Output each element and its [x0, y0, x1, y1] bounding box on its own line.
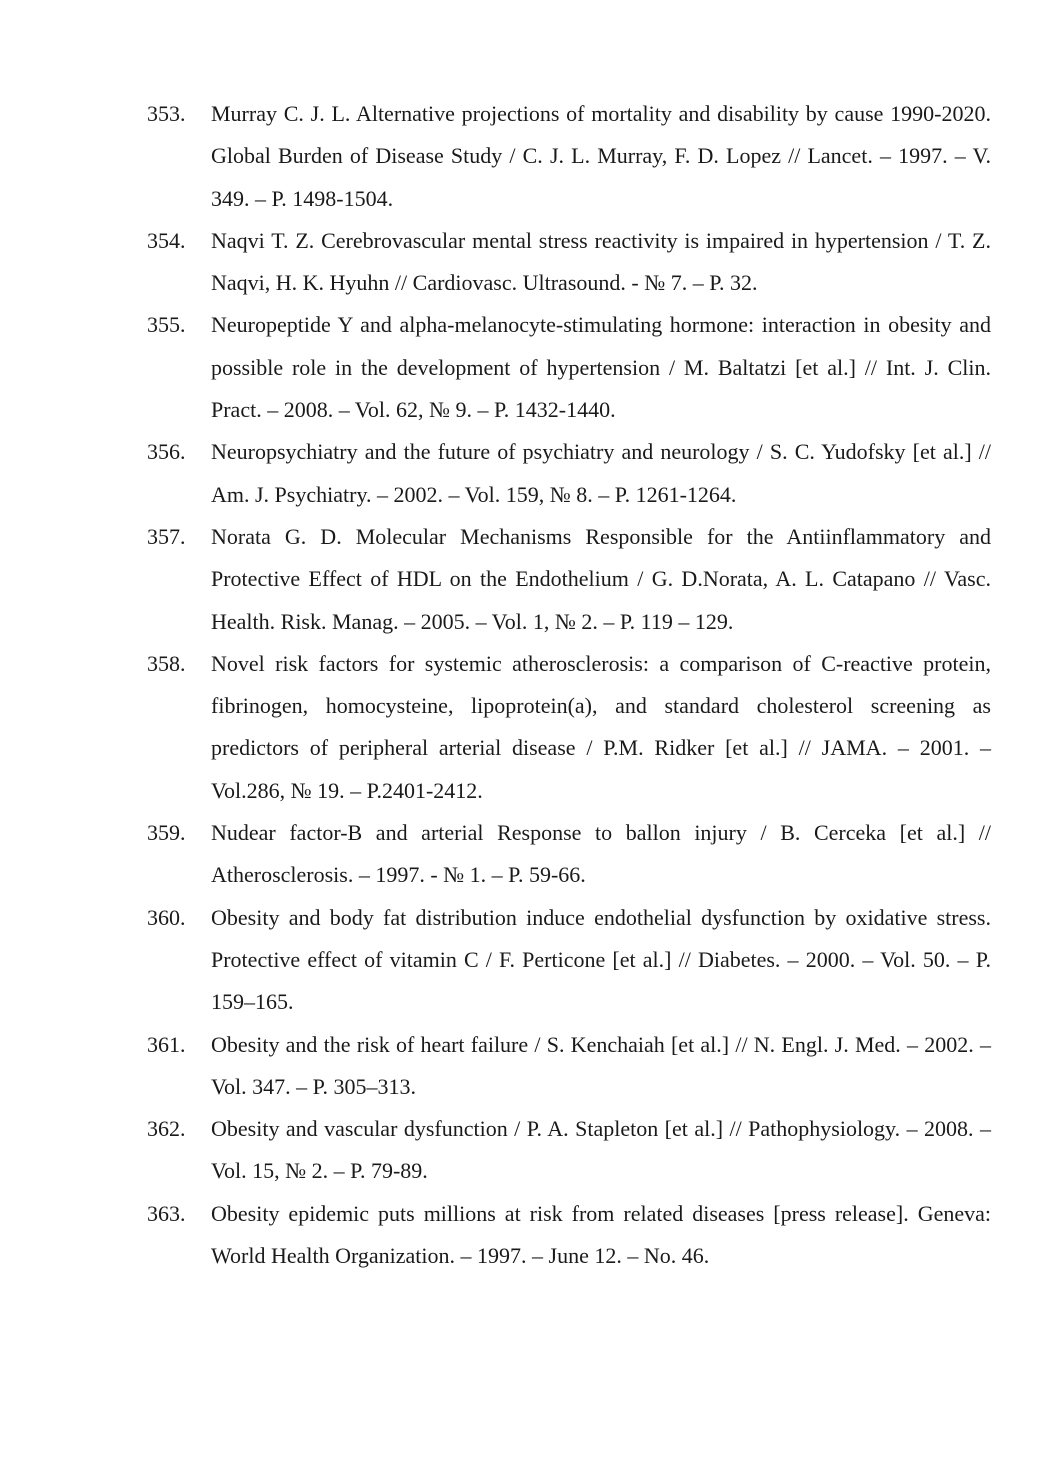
reference-item — [147, 220, 991, 305]
reference-number: 353. — [147, 101, 186, 126]
reference-item — [147, 93, 991, 220]
reference-number: 354. — [147, 227, 186, 253]
reference-item — [147, 1193, 991, 1278]
reference-number: 363. — [147, 1200, 186, 1226]
reference-text: Murray C. J. L. Alternative projections of mortality and disability by cause 1990-2020. Global Burden of Disease Study / C. J. L. Murray, F. D. Lopez // Lancet. – 1997. – V. 349. – P. 1498-1504. — [211, 101, 991, 211]
reference-text: Nudear factor-B and arterial Response to ballon injury / B. Cerceka [et al.] // Atherosclerosis. – 1997. - № 1. – P. 59-66. — [211, 820, 991, 888]
reference-text: Obesity epidemic puts millions at risk from related diseases [press release]. Geneva: World Health Organization. – 1997. – June 12. – No. 46. — [211, 1200, 991, 1269]
reference-number: 358. — [147, 650, 186, 676]
reference-item — [147, 1024, 991, 1109]
reference-text: Obesity and the risk of heart failure / S. Kenchaiah [et al.] // N. Engl. J. Med. – 2002. – Vol. 347. – P. 305–313. — [211, 1031, 991, 1099]
reference-number: 359. — [147, 820, 186, 846]
reference-number: 357. — [147, 523, 186, 549]
reference-text: Norata G. D. Molecular Mechanisms Responsible for the Antiinflammatory and Protective Effect of HDL on the Endothelium / G. D.Norata, A. L. Catapano // Vasc. Health. Risk. Manag. – 2005. – Vol. 1, № 2. – P. 119 – 129. — [211, 523, 991, 634]
reference-item — [147, 643, 991, 812]
reference-item — [147, 812, 991, 897]
reference-number: 360. — [147, 904, 186, 930]
reference-item — [147, 431, 991, 516]
reference-number: 356. — [147, 439, 186, 465]
reference-text: Neuropsychiatry and the future of psychiatry and neurology / S. C. Yudofsky [et al.] // Am. J. Psychiatry. – 2002. – Vol. 159, № 8. – P. 1261-1264. — [211, 439, 991, 507]
reference-text: Neuropeptide Y and alpha-melanocyte-stimulating hormone: interaction in obesity and possible role in the development of hypertension / M. Baltatzi [et al.] // Int. J. Clin. Pract. – 2008. – Vol. 62, № 9. – P. 1432-1440. — [211, 312, 991, 423]
reference-number: 355. — [147, 312, 186, 338]
reference-item — [147, 897, 991, 1024]
reference-item — [147, 516, 991, 643]
reference-item — [147, 304, 991, 431]
reference-number: 361. — [147, 1031, 186, 1057]
reference-list — [147, 93, 991, 1277]
reference-text: Obesity and body fat distribution induce endothelial dysfunction by oxidative stress. Protective effect of vitamin C / F. Perticone [et al.] // Diabetes. – 2000. – Vol. 50. – P. 159–165. — [211, 904, 991, 1015]
reference-number: 362. — [147, 1116, 186, 1142]
reference-text: Naqvi T. Z. Cerebrovascular mental stress reactivity is impaired in hypertension / T. Z. Naqvi, H. K. Hyuhn // Cardiovasc. Ultrasound. - № 7. – P. 32. — [211, 227, 991, 296]
reference-text: Obesity and vascular dysfunction / P. A. Stapleton [et al.] // Pathophysiology. – 2008. – Vol. 15, № 2. – P. 79-89. — [211, 1116, 991, 1184]
reference-text: Novel risk factors for systemic atherosclerosis: a comparison of C-reactive protein, fibrinogen, homocysteine, lipoprotein(a), and standard cholesterol screening as predictors of peripheral arterial disease / P.M. Ridker [et al.] // JAMA. – 2001. – Vol.286, № 19. – P.2401-2412. — [211, 650, 991, 803]
reference-item — [147, 1108, 991, 1193]
